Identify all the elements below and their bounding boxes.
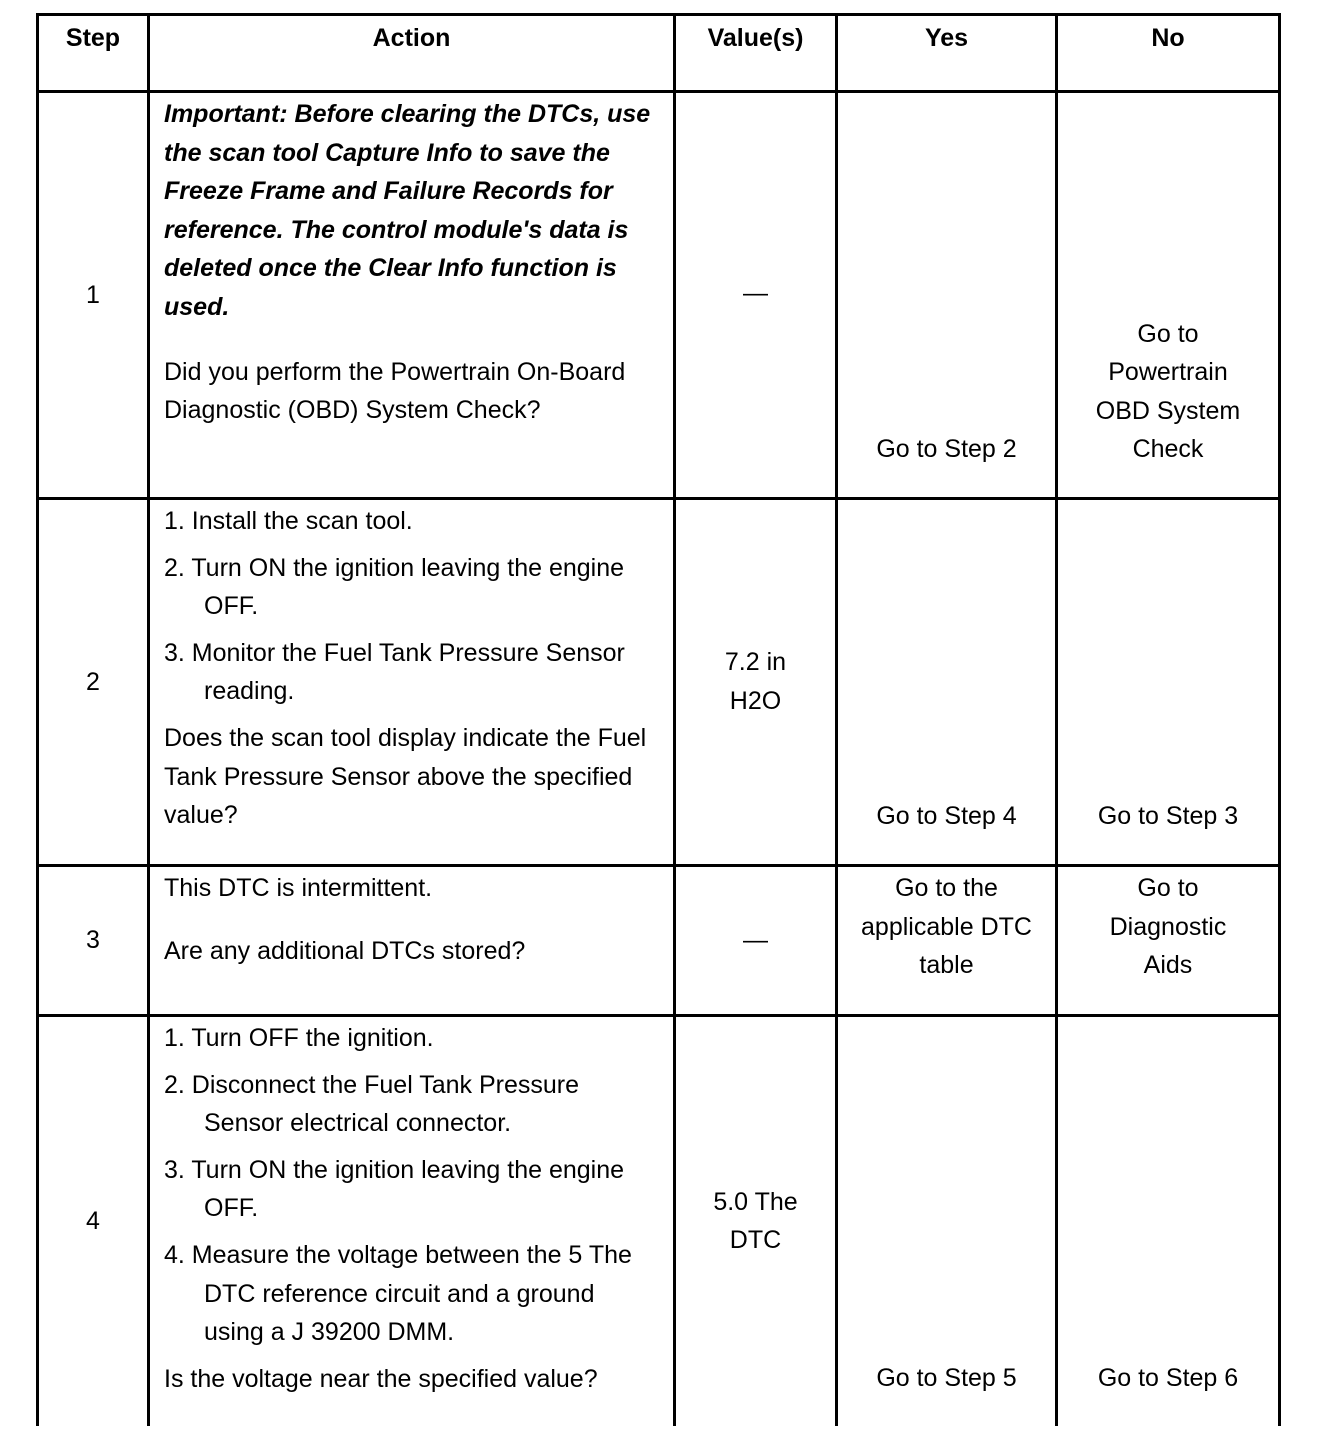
yes-cell (837, 92, 1057, 499)
header-step: Step (38, 15, 149, 92)
action-cell (149, 1016, 675, 1426)
action-cell (149, 499, 675, 866)
value-cell (675, 866, 837, 1016)
diagnostic-table-document (36, 13, 1278, 1426)
step-number: 2 (38, 499, 149, 866)
header-row (38, 15, 1280, 92)
yes-link[interactable]: Go to Step 4 (876, 802, 1017, 831)
header-action: Action (149, 15, 675, 92)
action-cell (149, 92, 675, 499)
action-question: Is the voltage near the specified value? (164, 1364, 598, 1393)
important-note: Important: Before clearing the DTCs, use the scan tool Capture Info to save the Freeze Frame and Failure Records for reference. The control module's data is deleted once the Clear Info function is used. (164, 100, 651, 321)
value-text: — (743, 278, 768, 307)
yes-link[interactable]: Go to the applicable DTC table (861, 874, 1032, 980)
table-row (38, 92, 1280, 499)
value-text: — (743, 926, 768, 955)
no-cell (1057, 1016, 1280, 1426)
list-item: 2. Turn ON the ignition leaving the engine OFF. (164, 553, 625, 621)
list-item: 1. Install the scan tool. (164, 507, 413, 535)
yes-link[interactable]: Go to Step 2 (876, 435, 1017, 464)
no-link[interactable]: Go to Step 6 (1097, 1363, 1239, 1392)
action-question: Did you perform the Powertrain On-Board Diagnostic (OBD) System Check? (164, 357, 626, 425)
step-number: 4 (38, 1016, 149, 1426)
no-cell (1057, 866, 1280, 1016)
table-row (38, 866, 1280, 1016)
value-text: 7.2 in H2O (724, 648, 787, 715)
list-item: 1. Turn OFF the ignition. (164, 1024, 434, 1052)
action-intro: This DTC is intermittent. (164, 874, 433, 902)
action-question: Does the scan tool display indicate the Fuel Tank Pressure Sensor above the specified value? (164, 723, 647, 830)
list-item: 3. Monitor the Fuel Tank Pressure Sensor reading. (164, 638, 625, 706)
diagnostic-table (36, 13, 1281, 1426)
header-yes: Yes (837, 15, 1057, 92)
list-item: 2. Disconnect the Fuel Tank Pressure Sensor electrical connector. (164, 1070, 580, 1138)
yes-cell (837, 499, 1057, 866)
yes-cell (837, 1016, 1057, 1426)
yes-link[interactable]: Go to Step 5 (876, 1363, 1017, 1392)
action-question: Are any additional DTCs stored? (164, 936, 526, 965)
no-link[interactable]: Go to Powertrain OBD System Check (1095, 319, 1241, 464)
table-row (38, 499, 1280, 866)
header-no: No (1057, 15, 1280, 92)
step-number: 3 (38, 866, 149, 1016)
value-cell (675, 499, 837, 866)
instruction-list (164, 502, 659, 711)
table-row (38, 1016, 1280, 1426)
no-cell (1057, 499, 1280, 866)
no-link[interactable]: Go to Diagnostic Aids (1109, 874, 1227, 980)
value-text: 5.0 The DTC (713, 1187, 798, 1255)
value-cell (675, 92, 837, 499)
no-link[interactable]: Go to Step 3 (1097, 802, 1239, 831)
header-values: Value(s) (675, 15, 837, 92)
no-cell (1057, 92, 1280, 499)
list-item: 3. Turn ON the ignition leaving the engine OFF. (164, 1155, 625, 1223)
instruction-list (164, 1019, 659, 1352)
value-cell (675, 1016, 837, 1426)
list-item: 4. Measure the voltage between the 5 The DTC reference circuit and a ground using a J 39200 DMM. (164, 1240, 632, 1347)
action-cell (149, 866, 675, 1016)
step-number: 1 (38, 92, 149, 499)
yes-cell (837, 866, 1057, 1016)
